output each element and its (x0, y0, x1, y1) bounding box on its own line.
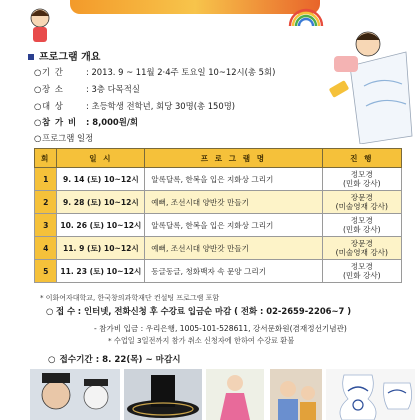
registration-period: ○ 접수기간 : 8. 22(목) ~ 마감시 (48, 355, 181, 365)
fee-row: ○참 가 비 : 8,000원/회 (34, 117, 138, 127)
refund-notice: * 수업일 3일전까지 참가 취소 신청자에 한하여 수강료 환불 (108, 336, 295, 345)
schedule-label-row: ○프로그램 일정 (34, 133, 94, 143)
portrait-drawing-photo (30, 369, 120, 420)
target-row: ○대 상 : 초등학생 전학년, 회당 30명(총 150명) (34, 101, 236, 111)
program-overview-heading: 프로그램 개요 (28, 48, 100, 63)
col-instructor: 진 행 (322, 149, 401, 168)
kids-drawing-icon (320, 26, 416, 144)
col-program: 프 로 그 램 명 (145, 149, 322, 168)
table-row: 5 11. 23 (토) 10~12시 동글동글, 청화백자 속 문양 그리기 정모경 (민화 강사) (35, 260, 402, 283)
table-row: 4 11. 9 (토) 10~12시 예뻐, 조선시대 양반갓 만들기 장문경 (미술영재 강사) (35, 237, 402, 260)
hanbok-artwork-photo (206, 369, 264, 420)
child-illustration-icon (20, 6, 60, 46)
place-row: ○장 소 : 3층 다목적실 (34, 84, 140, 94)
bullet-square-icon (28, 54, 34, 60)
schedule-table (34, 148, 402, 283)
period-row: ○기 간 : 2013. 9 ~ 11월 2·4주 토요일 10~12시(총 5회) (34, 67, 276, 77)
col-datetime: 일 시 (57, 149, 145, 168)
gat-hat-photo (124, 369, 202, 420)
children-activity-photo (270, 369, 322, 420)
photo-strip (30, 369, 415, 420)
table-row: 2 9. 28 (토) 10~12시 예뻐, 조선시대 양반갓 만들기 장문경 (미술영재 강사) (35, 191, 402, 214)
rainbow-icon (288, 8, 324, 26)
table-row: 3 10. 26 (토) 10~12시 알록달록, 한복을 입은 지화상 그리기 정모경 (민화 강사) (35, 214, 402, 237)
table-row: 1 9. 14 (토) 10~12시 알록달록, 한복을 입은 지화상 그리기 정모경 (민화 강사) (35, 168, 402, 191)
title-banner (70, 0, 320, 14)
header-illustration (0, 0, 420, 46)
col-session: 회 (35, 149, 57, 168)
table-header-row (35, 149, 402, 168)
bank-account-info: - 참가비 입금 : 우리은행, 1005-101-528611, 강서문화원(겸재정선기념관) (94, 324, 347, 333)
consulting-footnote: * 이화여자대학교, 한국창의과학재단 컨설팅 프로그램 포함 (40, 294, 220, 302)
blue-white-porcelain-photo (326, 369, 415, 420)
registration-row: ○ 접 수 : 인터넷, 전화신청 후 수강료 입금순 마감 ( 전화 : 02-2659-2206~7 ) (46, 306, 352, 316)
